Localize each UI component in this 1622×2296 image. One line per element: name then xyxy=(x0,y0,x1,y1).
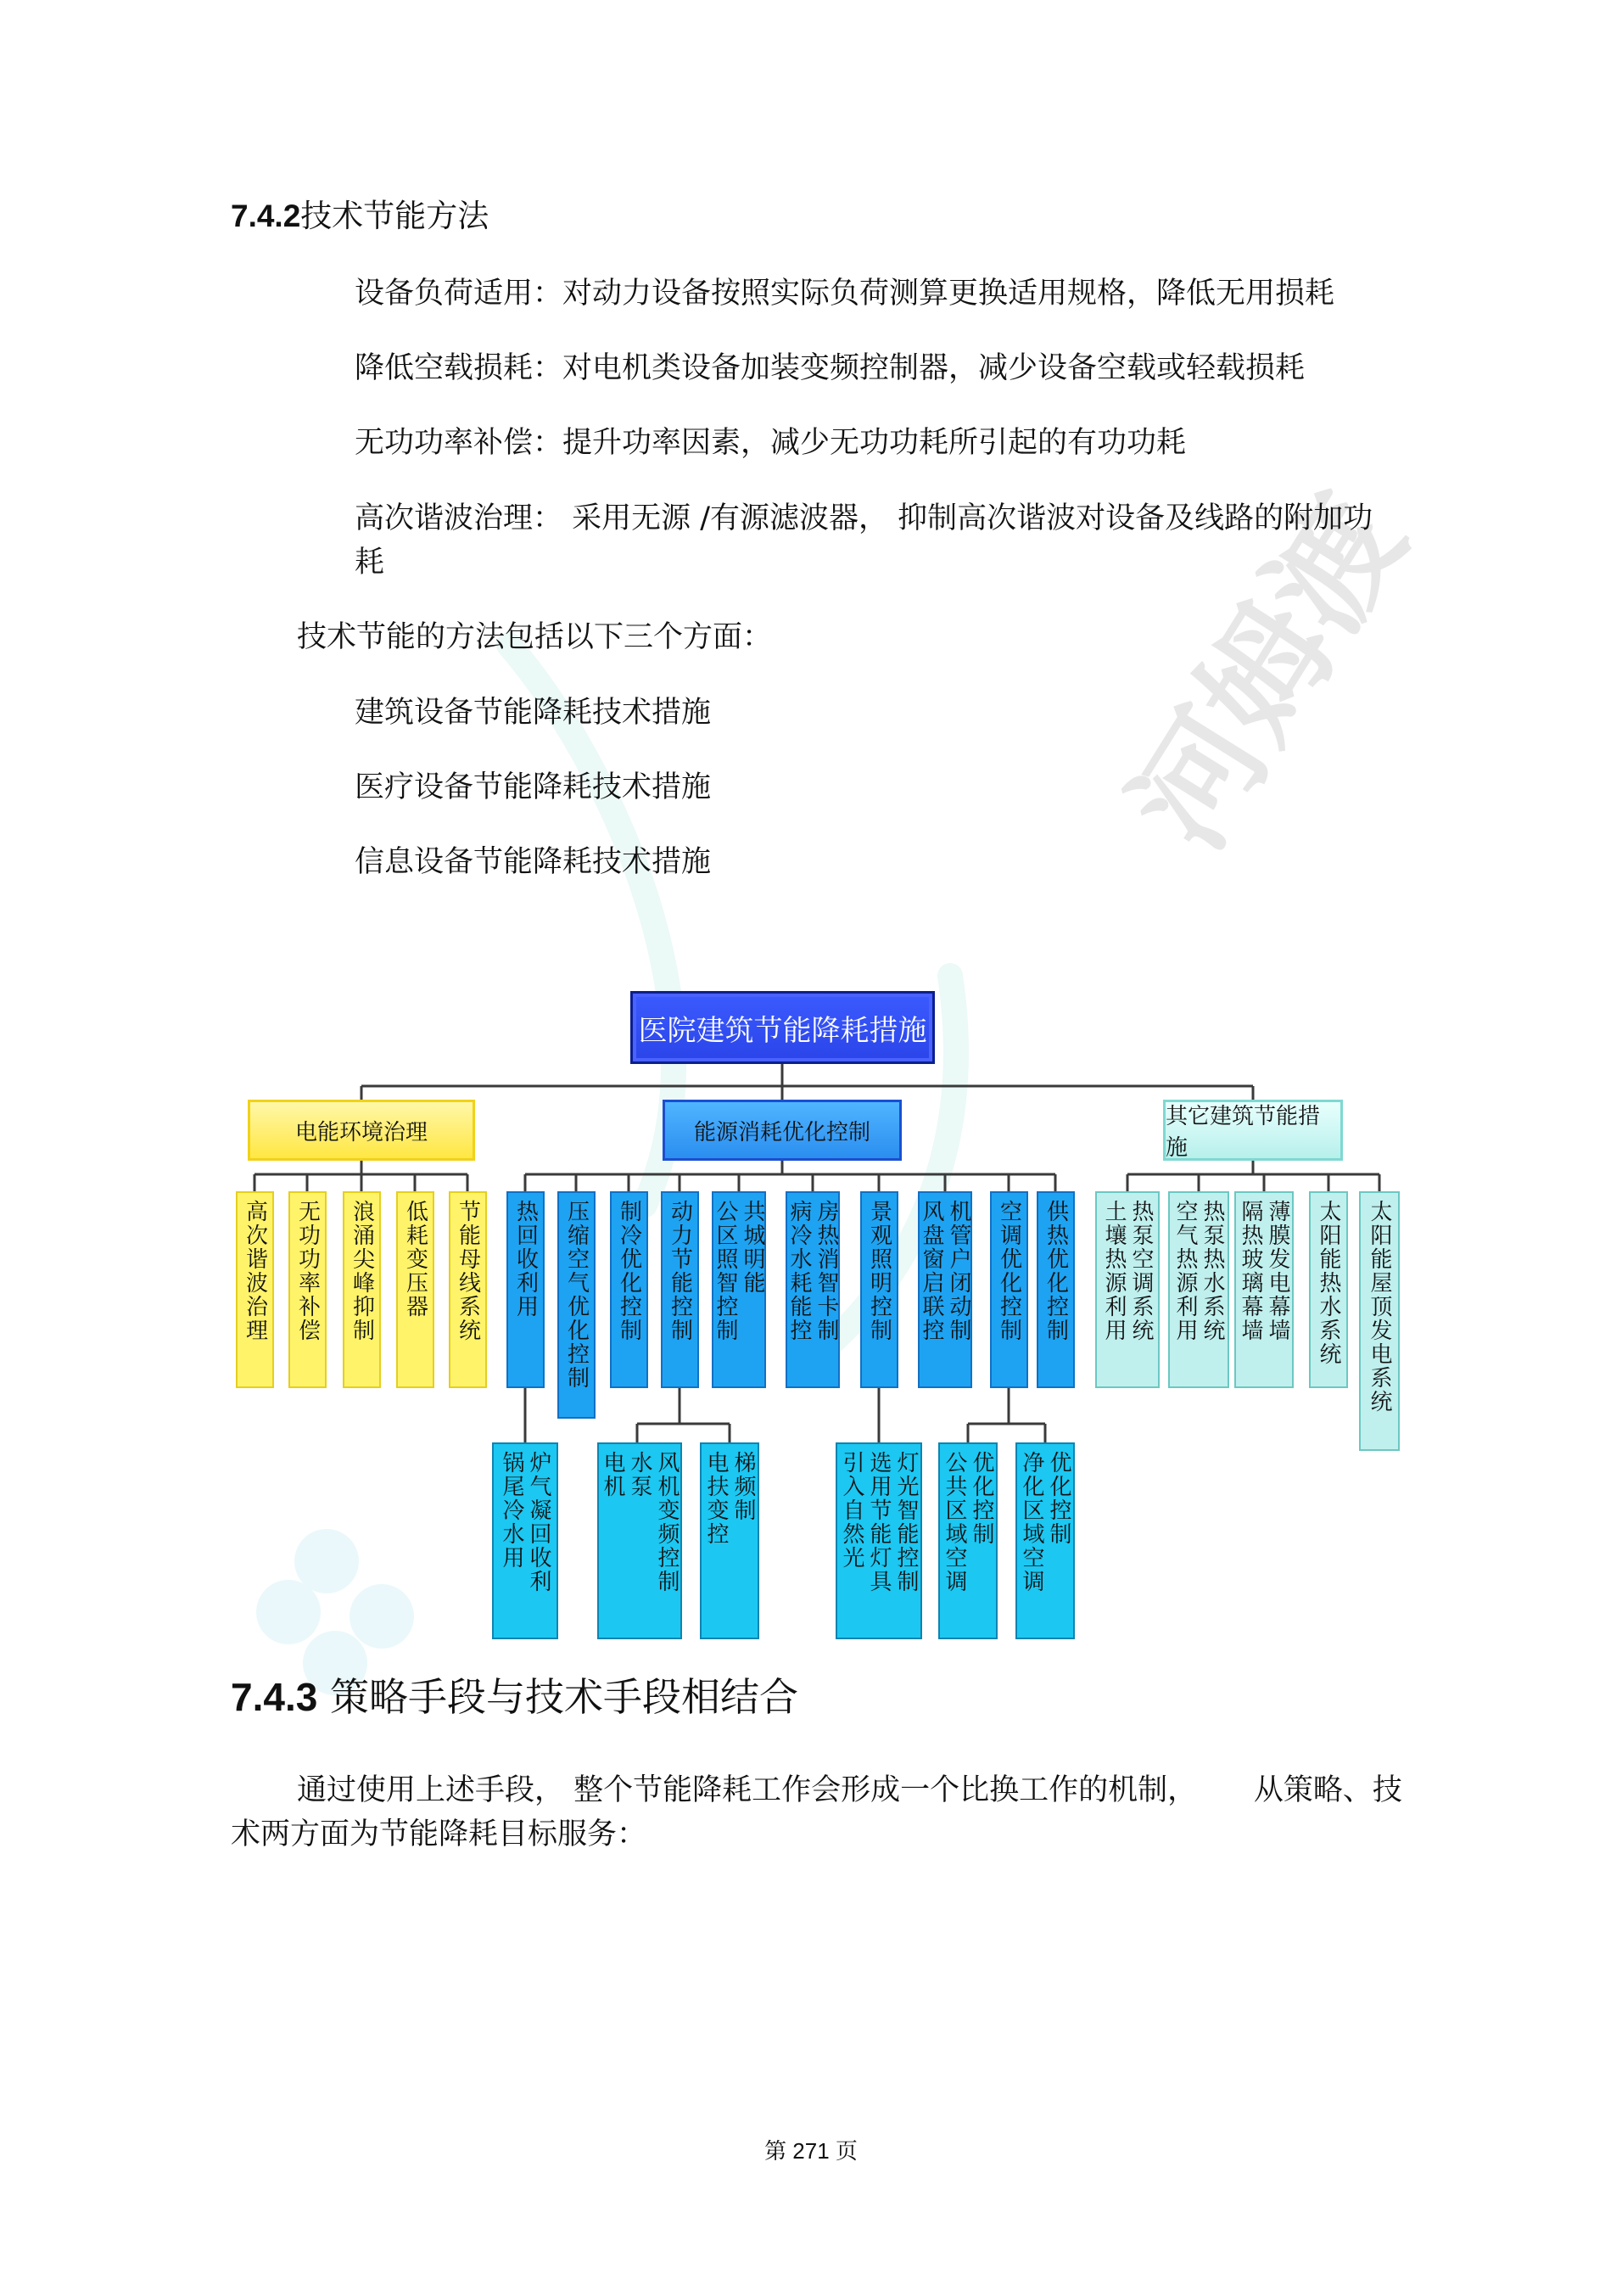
closing-paragraph-continued: 术两方面为节能降耗目标服务： xyxy=(231,1817,647,1851)
section-number: 7.4.2 xyxy=(231,199,301,233)
aspect-item: 建筑设备节能降耗技术措施 xyxy=(355,696,712,730)
node-cooling-control: 制冷优化控制 xyxy=(610,1191,648,1388)
node-public-area-ac: 优化控制 公共区域空调 xyxy=(938,1442,998,1639)
node-surge-suppression: 浪涌尖峰抑制 xyxy=(343,1191,381,1388)
node-heating-control: 供热优化控制 xyxy=(1037,1191,1075,1388)
node-ac-control: 空调优化控制 xyxy=(990,1191,1028,1388)
node-air-source-heat: 热泵热水系统 空气热源利用 xyxy=(1168,1191,1229,1388)
section-title: 策略手段与技术手段相结合 xyxy=(329,1674,798,1720)
method-paragraph: 高次谐波治理： 采用无源 /有源滤波器， 抑制高次谐波对设备及线路的附加功 xyxy=(355,501,1373,535)
method-paragraph-continued: 耗 xyxy=(355,546,385,580)
node-compressed-air-control: 压缩空气优化控制 xyxy=(557,1191,596,1419)
category-energy-optimization: 能源消耗优化控制 xyxy=(663,1100,902,1161)
watermark-text: 河姆渡 xyxy=(1105,471,1434,874)
section-7-4-3-heading xyxy=(231,1672,798,1722)
node-energy-busbar: 节能母线系统 xyxy=(449,1191,487,1388)
method-paragraph: 无功功率补偿：提升功率因素，减少无功功耗所引起的有功功耗 xyxy=(355,426,1187,460)
aspect-item: 医疗设备节能降耗技术措施 xyxy=(355,770,712,804)
page-number: 第 271 页 xyxy=(764,2138,858,2164)
node-elevator-vfd: 梯频制 电扶变控 xyxy=(700,1442,759,1639)
node-solar-water-heating: 太阳能热水系统 xyxy=(1309,1191,1348,1388)
node-boiler-condensate-recovery: 炉气凝回收利 锅尾冷水用 xyxy=(492,1442,558,1639)
node-power-saving-control: 动力节能控制 xyxy=(661,1191,699,1388)
node-clean-area-ac: 优化控制 净化区域空调 xyxy=(1015,1442,1075,1639)
node-public-lighting-control: 共城明能 公区照智控制 xyxy=(712,1191,766,1388)
method-paragraph: 降低空载损耗：对电机类设备加装变频控制器，减少设备空载或轻载损耗 xyxy=(355,351,1306,385)
node-ground-source-heat: 热泵空调系统 土壤热源利用 xyxy=(1095,1191,1160,1388)
node-landscape-lighting: 景观照明控制 xyxy=(860,1191,898,1388)
node-fan-coil-window-control: 机管户闭动制 风盘窗启联控 xyxy=(918,1191,972,1388)
section-number: 7.4.3 xyxy=(231,1675,318,1719)
node-solar-roof-power: 太阳能屋顶发电系统 xyxy=(1359,1191,1400,1451)
node-heat-recovery: 热回收利用 xyxy=(506,1191,545,1388)
node-curtain-wall: 薄膜发电幕墙 隔热玻璃幕墙 xyxy=(1234,1191,1294,1388)
node-ward-card-control: 房热消智卡制 病冷水耗能控 xyxy=(786,1191,840,1388)
closing-paragraph: 通过使用上述手段， 整个节能降耗工作会形成一个比换工作的机制， 从策略、技 xyxy=(297,1773,1402,1807)
method-paragraph: 设备负荷适用：对动力设备按照实际负荷测算更换适用规格，降低无用损耗 xyxy=(355,277,1335,311)
node-fan-pump-vfd: 风机变频控制 水泵 电机 xyxy=(597,1442,682,1639)
aspect-item: 信息设备节能降耗技术措施 xyxy=(355,845,712,879)
chart-root-node: 医院建筑节能降耗措施 xyxy=(630,991,935,1064)
node-low-loss-transformer: 低耗变压器 xyxy=(396,1191,434,1388)
node-smart-lighting: 灯光智能控制 选用节能灯具 引入自然光 xyxy=(836,1442,922,1639)
category-power-environment: 电能环境治理 xyxy=(248,1100,475,1161)
node-reactive-compensation: 无功功率补偿 xyxy=(288,1191,327,1388)
category-other-measures: 其它建筑节能措施 xyxy=(1163,1100,1343,1161)
section-title: 技术节能方法 xyxy=(300,198,489,234)
intro-paragraph: 技术节能的方法包括以下三个方面： xyxy=(297,620,773,654)
node-harmonic-treatment: 高次谐波治理 xyxy=(236,1191,274,1388)
